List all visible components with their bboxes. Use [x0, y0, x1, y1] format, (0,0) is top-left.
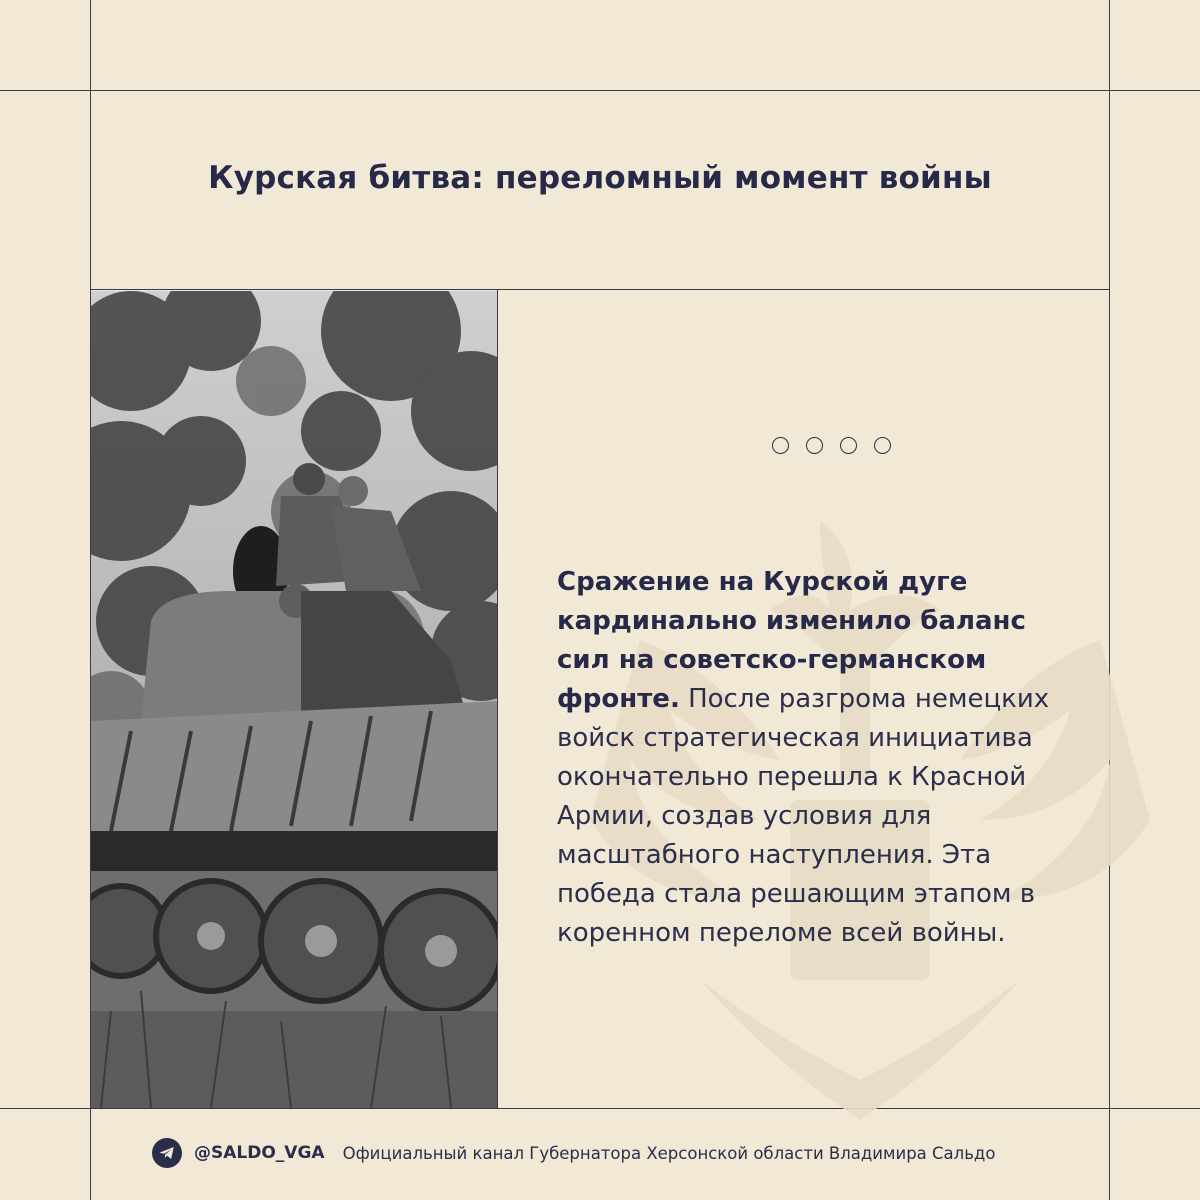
grid-line-top — [0, 90, 1200, 91]
pagination-dot[interactable] — [772, 437, 789, 454]
pagination-dot[interactable] — [840, 437, 857, 454]
article-text — [557, 563, 1067, 953]
historical-tank-photo — [91, 291, 497, 1108]
grid-line-middle — [90, 289, 1110, 290]
article-lead: Сражение на Курской дуге кардинально изменило баланс сил на советско-германском фронте. — [557, 567, 1026, 714]
channel-handle[interactable]: @SALDO_VGA — [194, 1143, 325, 1163]
telegram-icon[interactable] — [152, 1138, 182, 1168]
pagination-dots — [772, 437, 891, 454]
channel-description: Официальный канал Губернатора Херсонской области Владимира Сальдо — [342, 1143, 996, 1163]
page-title: Курская битва: переломный момент войны — [208, 160, 992, 196]
article-body: После разгрома немецких войск стратегическая инициатива окончательно перешла к Красной Армии, создав условия для масштабного наступления. Эта победа стала решающим этапом в коренном переломе всей войны. — [557, 684, 1050, 948]
photo-divider — [497, 289, 498, 1109]
pagination-dot[interactable] — [874, 437, 891, 454]
pagination-dot[interactable] — [806, 437, 823, 454]
footer — [152, 1136, 995, 1170]
